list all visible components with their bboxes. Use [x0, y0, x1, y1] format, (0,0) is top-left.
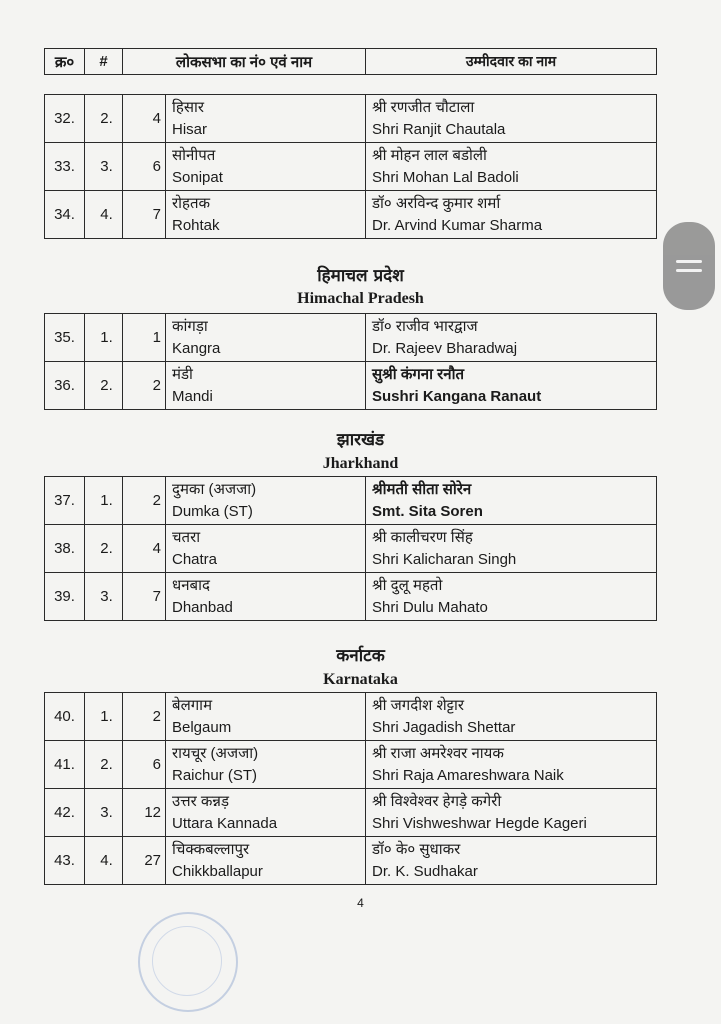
number-cell: 1.	[85, 314, 123, 362]
table-row	[45, 143, 657, 191]
candidate-en: Dr. Arvind Kumar Sharma	[372, 216, 543, 234]
number-cell: 3.	[85, 789, 123, 837]
candidate-en: Sushri Kangana Ranaut	[372, 387, 542, 405]
constituency-hi: धनबाद	[172, 576, 210, 594]
candidate-cell	[366, 789, 657, 837]
number-cell: 2.	[85, 741, 123, 789]
number-cell: 2.	[85, 525, 123, 573]
pc-number-cell: 6	[123, 741, 166, 789]
grip-line-icon	[676, 269, 702, 272]
constituency-cell	[166, 837, 366, 885]
table-row	[45, 314, 657, 362]
constituency-cell	[166, 477, 366, 525]
constituency-en: Raichur (ST)	[172, 766, 258, 784]
constituency-en: Dhanbad	[172, 598, 233, 616]
pc-number-cell: 7	[123, 573, 166, 621]
candidate-en: Shri Mohan Lal Badoli	[372, 168, 519, 186]
candidate-en: Shri Vishweshwar Hegde Kageri	[372, 814, 587, 832]
candidate-cell	[366, 837, 657, 885]
constituency-en: Chikkballapur	[172, 862, 263, 880]
constituency-cell	[166, 525, 366, 573]
column-header-table	[44, 48, 657, 75]
constituency-en: Hisar	[172, 120, 208, 138]
constituency-en: Kangra	[172, 339, 221, 357]
header-serial: क्र०	[45, 49, 85, 75]
pc-number-cell: 2	[123, 477, 166, 525]
candidate-cell	[366, 314, 657, 362]
seal-inner-ring	[152, 926, 222, 996]
constituency-hi: चिक्कबल्लापुर	[172, 840, 250, 858]
table-row	[45, 362, 657, 410]
serial-cell: 34.	[45, 191, 85, 239]
constituency-cell	[166, 741, 366, 789]
constituency-hi: रायचूर (अजजा)	[172, 744, 259, 762]
state-heading-english: Karnataka	[323, 671, 398, 688]
serial-cell: 39.	[45, 573, 85, 621]
serial-cell: 32.	[45, 95, 85, 143]
state-heading-hindi: झारखंड	[336, 430, 385, 450]
serial-cell: 40.	[45, 693, 85, 741]
candidate-en: Dr. Rajeev Bharadwaj	[372, 339, 518, 357]
candidate-en: Dr. K. Sudhakar	[372, 862, 478, 880]
candidate-en: Shri Jagadish Shettar	[372, 718, 516, 736]
pc-number-cell: 7	[123, 191, 166, 239]
number-cell: 3.	[85, 143, 123, 191]
serial-cell: 43.	[45, 837, 85, 885]
constituency-cell	[166, 362, 366, 410]
pc-number-cell: 12	[123, 789, 166, 837]
state-heading-english: Himachal Pradesh	[297, 290, 424, 307]
table-row	[45, 95, 657, 143]
candidate-en: Shri Dulu Mahato	[372, 598, 488, 616]
candidate-cell	[366, 477, 657, 525]
candidate-hi: सुश्री कंगना रनौत	[372, 365, 465, 383]
constituency-hi: बेलगाम	[172, 696, 213, 714]
candidate-hi: श्री दुलू महतो	[372, 576, 443, 594]
constituency-en: Rohtak	[172, 216, 220, 234]
constituency-hi: मंडी	[172, 365, 193, 383]
haryana-table	[44, 94, 657, 239]
constituency-en: Dumka (ST)	[172, 502, 253, 520]
constituency-hi: सोनीपत	[172, 146, 216, 164]
constituency-hi: रोहतक	[172, 194, 211, 212]
candidate-cell	[366, 573, 657, 621]
serial-cell: 36.	[45, 362, 85, 410]
official-seal-stamp	[138, 912, 238, 1012]
serial-cell: 37.	[45, 477, 85, 525]
candidate-hi: श्री मोहन लाल बडोली	[372, 146, 487, 164]
candidate-hi: डॉ० के० सुधाकर	[372, 840, 461, 858]
candidate-en: Shri Kalicharan Singh	[372, 550, 517, 568]
candidate-hi: श्रीमती सीता सोरेन	[372, 480, 472, 498]
candidate-hi: श्री रणजीत चौटाला	[372, 98, 475, 116]
candidate-hi: डॉ० राजीव भारद्वाज	[372, 317, 478, 335]
constituency-hi: हिसार	[172, 98, 205, 116]
candidate-cell	[366, 362, 657, 410]
candidate-hi: श्री राजा अमरेश्वर नायक	[372, 744, 504, 762]
candidate-en: Smt. Sita Soren	[372, 502, 483, 520]
number-cell: 2.	[85, 362, 123, 410]
candidate-hi: श्री कालीचरण सिंह	[372, 528, 473, 546]
pc-number-cell: 1	[123, 314, 166, 362]
serial-cell: 42.	[45, 789, 85, 837]
table-row	[45, 693, 657, 741]
number-cell: 1.	[85, 477, 123, 525]
constituency-cell	[166, 789, 366, 837]
candidate-cell	[366, 95, 657, 143]
pc-number-cell: 27	[123, 837, 166, 885]
constituency-cell	[166, 573, 366, 621]
candidate-hi: श्री विश्वेश्वर हेगड़े कगेरी	[372, 792, 502, 810]
candidate-hi: श्री जगदीश शेट्टार	[372, 696, 465, 714]
number-cell: 4.	[85, 191, 123, 239]
pc-number-cell: 4	[123, 525, 166, 573]
pc-number-cell: 2	[123, 362, 166, 410]
header-number: #	[85, 49, 123, 75]
table-row	[45, 525, 657, 573]
pc-number-cell: 6	[123, 143, 166, 191]
constituency-en: Belgaum	[172, 718, 232, 736]
candidate-en: Shri Raja Amareshwara Naik	[372, 766, 564, 784]
scroll-handle[interactable]	[663, 222, 715, 310]
constituency-cell	[166, 314, 366, 362]
constituency-hi: चतरा	[172, 528, 201, 546]
number-cell: 2.	[85, 95, 123, 143]
constituency-cell	[166, 191, 366, 239]
candidate-cell	[366, 143, 657, 191]
constituency-cell	[166, 95, 366, 143]
constituency-cell	[166, 693, 366, 741]
table-row	[45, 741, 657, 789]
candidate-cell	[366, 741, 657, 789]
state-heading-hindi: कर्नाटक	[336, 646, 385, 666]
candidate-cell	[366, 191, 657, 239]
number-cell: 1.	[85, 693, 123, 741]
candidate-en: Shri Ranjit Chautala	[372, 120, 506, 138]
constituency-hi: दुमका (अजजा)	[172, 480, 257, 498]
table-row	[45, 789, 657, 837]
serial-cell: 33.	[45, 143, 85, 191]
header-candidate: उम्मीदवार का नाम	[366, 49, 657, 75]
header-constituency: लोकसभा का नं० एवं नाम	[123, 49, 366, 75]
candidate-cell	[366, 525, 657, 573]
constituency-en: Mandi	[172, 387, 213, 405]
constituency-hi: उत्तर कन्नड़	[172, 792, 229, 810]
serial-cell: 38.	[45, 525, 85, 573]
constituency-en: Uttara Kannada	[172, 814, 278, 832]
constituency-cell	[166, 143, 366, 191]
table-row	[45, 477, 657, 525]
state-heading-english: Jharkhand	[322, 455, 399, 472]
constituency-en: Sonipat	[172, 168, 223, 186]
page-number: 4	[357, 896, 364, 910]
constituency-en: Chatra	[172, 550, 218, 568]
table-row	[45, 191, 657, 239]
pc-number-cell: 4	[123, 95, 166, 143]
himachal-table	[44, 313, 657, 410]
candidate-cell	[366, 693, 657, 741]
karnataka-table	[44, 692, 657, 885]
state-heading-hindi: हिमाचल प्रदेश	[317, 266, 404, 286]
constituency-hi: कांगड़ा	[172, 317, 208, 335]
number-cell: 4.	[85, 837, 123, 885]
number-cell: 3.	[85, 573, 123, 621]
jharkhand-table	[44, 476, 657, 621]
serial-cell: 35.	[45, 314, 85, 362]
grip-line-icon	[676, 260, 702, 263]
serial-cell: 41.	[45, 741, 85, 789]
table-row	[45, 573, 657, 621]
table-row	[45, 837, 657, 885]
candidate-hi: डॉ० अरविन्द कुमार शर्मा	[372, 194, 501, 212]
pc-number-cell: 2	[123, 693, 166, 741]
